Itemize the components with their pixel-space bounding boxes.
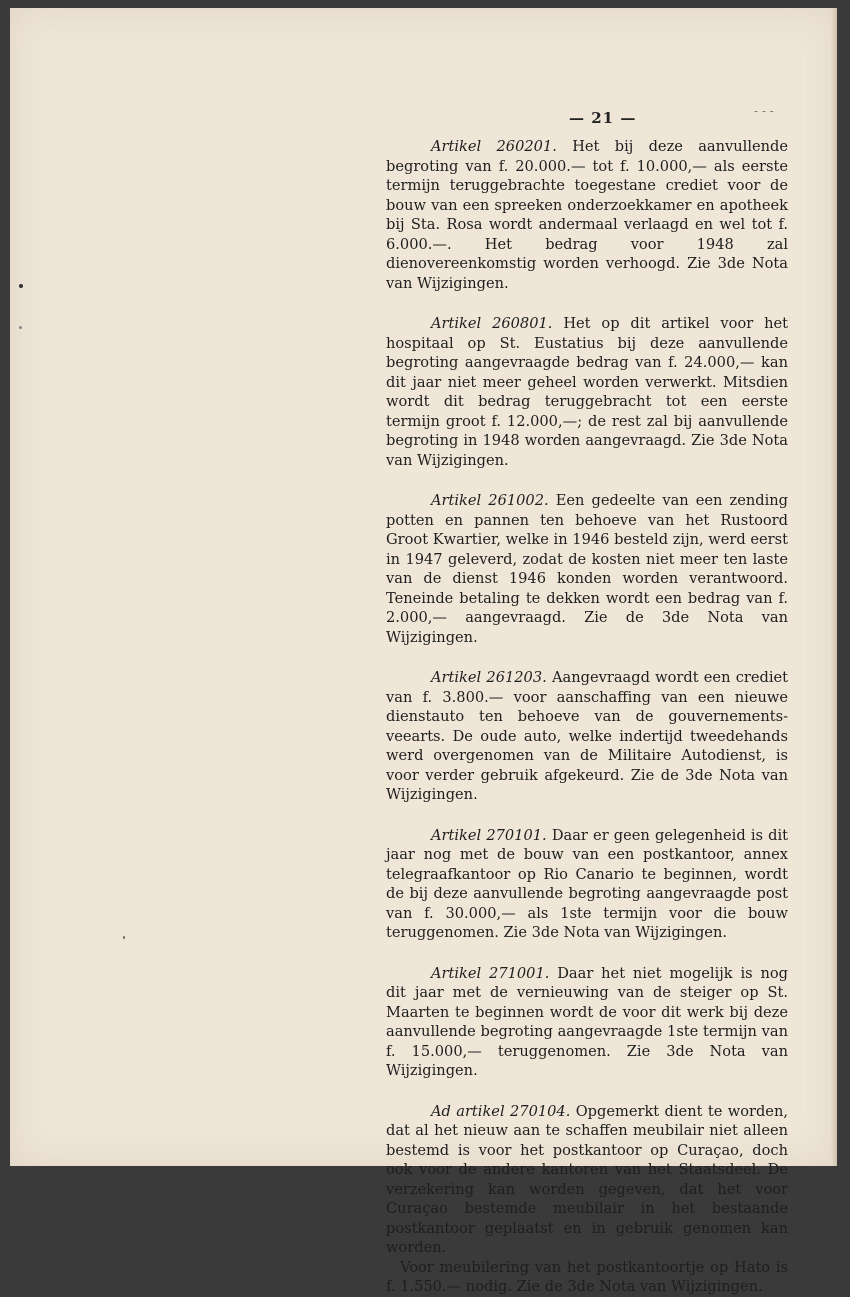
paragraph-artikel-260801: [386, 314, 788, 470]
article-heading: Artikel 260201.: [431, 138, 557, 155]
paragraph-artikel-260201: [386, 137, 788, 293]
paragraph-artikel-261203: [386, 668, 788, 805]
page-number: — 21 —: [569, 109, 637, 127]
article-body: Daar er geen gelegenheid is dit jaar nog met de bouw van een postkantoor, annex telegraafkantoor op Rio Canario te beginnen, wordt de bij deze aanvullende begroting aangevraagde post van f. 30.000,— als 1ste termijn voor die bouw teruggenomen. Zie 3de Nota van Wijzigingen.: [386, 826, 788, 941]
document-page: [10, 8, 837, 1295]
article-heading: Artikel 261002.: [431, 492, 549, 509]
article-heading: Artikel 260801.: [431, 315, 553, 332]
ink-speck: [123, 936, 125, 939]
body-text: [386, 137, 788, 1297]
article-heading: Artikel 261203.: [431, 669, 547, 686]
article-body: Een gedeelte van een zending potten en pannen ten behoeve van het Rustoord Groot Kwartier, welke in 1946 besteld zijn, werd eerst in 1947 geleverd, zodat de kosten niet meer ten laste van de dienst 1946 konden worden verantwoord. Teneinde betaling te dekken wordt een bedrag van f. 2.000,— aangevraagd. Zie de 3de Nota van Wijzigingen.: [386, 492, 789, 646]
paragraph-artikel-271001: [386, 964, 788, 1081]
closing-paragraph: Voor meubilering van het postkantoortje op Hato is f. 1.550.— nodig. Zie de 3de Nota van Wijzigingen.: [386, 1258, 788, 1295]
paragraph-artikel-261002: [386, 491, 788, 647]
article-body: Aangevraagd wordt een crediet van f. 3.800.— voor aanschaffing van een nieuwe dienstauto ten behoeve van de gouvernements-veearts. De oude auto, welke indertijd tweedehands werd overgenomen van de Militaire Autodienst, is voor verder gebruik afgekeurd. Zie de 3de Nota van Wijzigingen.: [386, 669, 788, 803]
page-edge: [831, 8, 837, 1166]
paragraph-artikel-270101: [386, 826, 788, 943]
article-heading: Artikel 270101.: [431, 826, 547, 844]
article-body: Het op dit artikel voor het hospitaal op St. Eustatius bij deze aanvullende begroting aangevraagde bedrag van f. 24.000,— kan dit jaar niet meer geheel worden verwerkt. Mitsdien wordt dit bedrag teruggebracht tot een eerste termijn groot f. 12.000,—; de rest zal bij aanvullende begroting in 1948 worden aangevraagd. Zie 3de Nota van Wijzigingen.: [386, 315, 788, 469]
article-heading: Artikel 271001.: [431, 964, 550, 982]
ink-speck: [19, 284, 23, 288]
article-heading: Ad artikel 270104.: [431, 1102, 571, 1120]
article-body: Opgemerkt dient te worden, dat al het nieuw aan te schaffen meubilair niet alleen bestemd is voor het postkantoor op Curaçao, doch ook voor de andere kantoren van het Staatsdeel. De verzekering kan worden gegeven, dat het voor Curaçao bestemde meubilair in het bestaande postkantoor geplaatst en in gebruik genomen kan worden.: [386, 1102, 788, 1256]
article-body: Het bij deze aanvullende begroting van f. 20.000.— tot f. 10.000,— als eerste termijn teruggebrachte toegestane crediet voor de bouw van een spreeken onderzoekkamer en apotheek bij Sta. Rosa wordt andermaal verlaagd en wel tot f. 6.000.—. Het bedrag voor 1948 zal dienovereenkomstig worden verhoogd. Zie 3de Nota van Wijzigingen.: [386, 138, 789, 292]
ink-speck: [19, 326, 22, 329]
paragraph-ad-artikel-270104: [386, 1102, 788, 1258]
margin-mark: - - -: [754, 104, 774, 118]
article-body: Daar het niet mogelijk is nog dit jaar met de vernieuwing van de steiger op St. Maarten te beginnen wordt de voor dit werk bij deze aanvullende begroting aangevraagde 1ste termijn van f. 15.000,— teruggenomen. Zie 3de Nota van Wijzigingen.: [386, 964, 788, 1079]
